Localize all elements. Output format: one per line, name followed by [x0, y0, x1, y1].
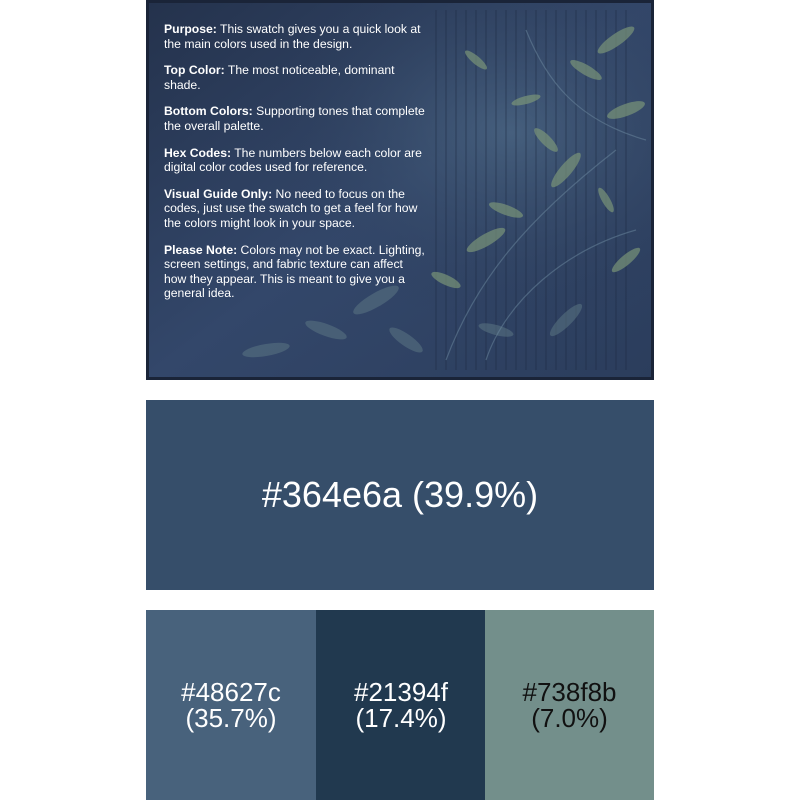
note-label: Hex Codes: [164, 145, 232, 160]
swatch-hex: #738f8b [522, 677, 617, 707]
note-text: No need to focus on the codes, just use the swatch to get a feel for how the colors might look in your space. [164, 186, 418, 230]
swatch-percent: (35.7%) [185, 703, 277, 733]
note-hex-codes [164, 146, 426, 175]
note-text: Colors may not be exact. Lighting, screen settings, and fabric texture can affect how they appear. This is meant to give you a general idea. [164, 242, 425, 301]
note-label: Purpose: [164, 22, 217, 36]
note-label: Visual Guide Only: [164, 186, 273, 201]
note-please-note [164, 243, 426, 301]
swatch-percent: (7.0%) [531, 703, 608, 733]
note-label: Bottom Colors: [164, 104, 253, 119]
note-text: This swatch gives you a quick look at the main colors used in the design. [164, 22, 421, 51]
dominant-color-label: #364e6a (39.9%) [261, 474, 539, 515]
secondary-color-swatch-2 [316, 610, 486, 800]
secondary-color-swatch-1 [146, 610, 316, 800]
note-bottom-colors [164, 104, 426, 133]
note-top-color [164, 63, 426, 92]
note-text: Supporting tones that complete the overall palette. [164, 104, 425, 133]
info-notes [164, 22, 426, 313]
swatch-percent: (17.4%) [355, 703, 447, 733]
note-visual-guide [164, 187, 426, 231]
swatch-hex: #48627c [181, 677, 281, 707]
dominant-color-swatch [146, 400, 654, 590]
note-label: Top Color: [164, 63, 225, 78]
note-purpose [164, 22, 426, 51]
note-text: The numbers below each color are digital color codes used for reference. [164, 145, 422, 175]
secondary-color-swatch-3 [485, 610, 654, 800]
note-text: The most noticeable, dominant shade. [164, 63, 395, 92]
product-photo [146, 0, 654, 380]
note-label: Please Note: [164, 242, 238, 257]
swatch-hex: #21394f [354, 677, 448, 707]
